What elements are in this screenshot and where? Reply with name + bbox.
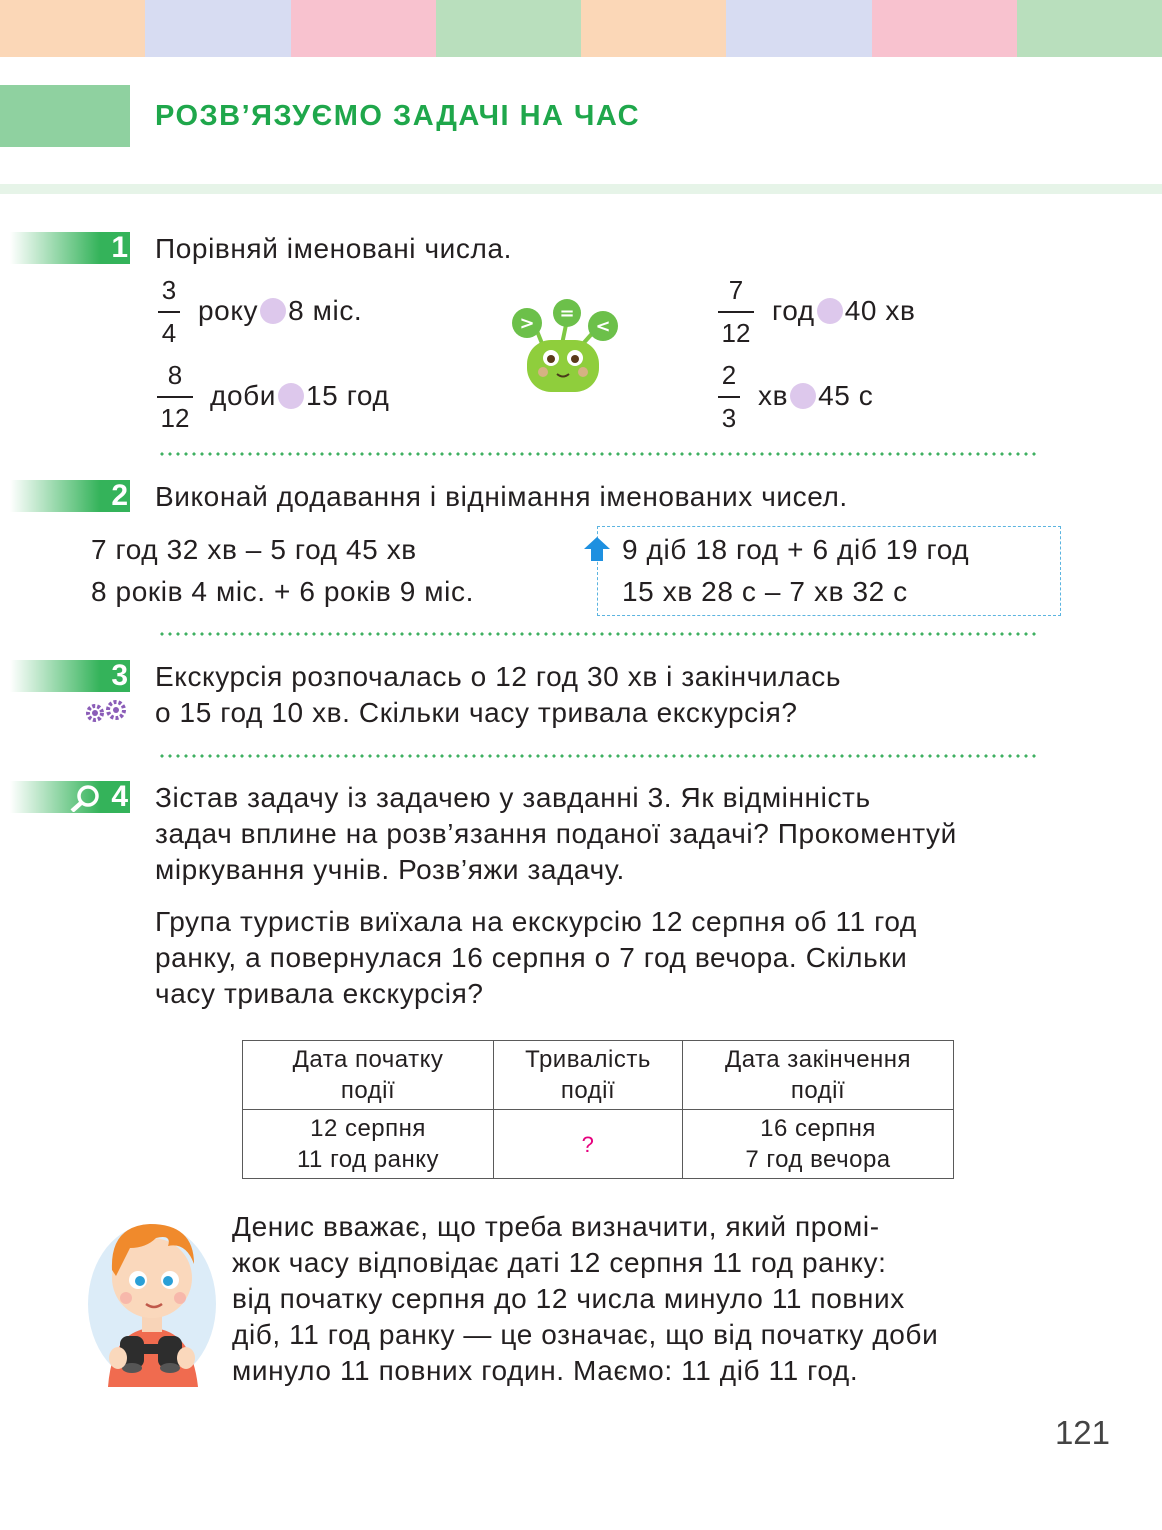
- table-header-row: [243, 1041, 954, 1110]
- expression: 8 років 4 міс. + 6 років 9 міс.: [91, 576, 474, 607]
- rhs-value: 45 с: [818, 380, 874, 411]
- task-2-text: Виконай додавання і віднімання іменованих чисел.: [155, 481, 848, 512]
- section-divider: [158, 754, 1040, 758]
- section-divider: [158, 452, 1040, 456]
- denys-line: діб, 11 год ранку — це означає, що від початку доби: [232, 1319, 939, 1350]
- strip-segment: [436, 0, 581, 57]
- comparison-item: [758, 378, 873, 414]
- strip-segment: [726, 0, 871, 57]
- rhs-value: 8 міс.: [288, 295, 363, 326]
- unit: хв: [758, 380, 789, 411]
- task-3-line: Екскурсія розпочалась о 12 год 30 хв і закінчилась: [155, 661, 842, 692]
- page-title: РОЗВ’ЯЗУЄМО ЗАДАЧІ НА ЧАС: [155, 100, 641, 132]
- denys-line: Денис вважає, що треба визначити, який промі-: [232, 1211, 880, 1242]
- table-cell-unknown: [494, 1110, 683, 1179]
- unit: доби: [210, 380, 276, 411]
- task-3-line: о 15 год 10 хв. Скільки часу тривала екскурсія?: [155, 697, 798, 728]
- svg-text:>: >: [519, 313, 535, 334]
- denominator: 12: [160, 403, 190, 433]
- compare-circle[interactable]: [790, 383, 816, 409]
- compare-circle[interactable]: [260, 298, 286, 324]
- comparison-mascot-icon: [505, 298, 620, 398]
- denys-line: минуло 11 повних годин. Маємо: 11 діб 11 год.: [232, 1355, 859, 1386]
- task-4-number: 4: [111, 780, 128, 813]
- timeline-table: [242, 1040, 954, 1179]
- problem-line: Група туристів виїхала на екскурсію 12 серпня об 11 год: [155, 906, 917, 937]
- task-2-badge: 2: [10, 480, 130, 512]
- numerator: 3: [161, 275, 177, 305]
- strip-segment: [1017, 0, 1162, 57]
- table-header-cell: Дата початку події: [243, 1041, 494, 1110]
- table-cell: 16 серпня 7 год вечора: [683, 1110, 954, 1179]
- task-1-text: Порівняй іменовані числа.: [155, 233, 513, 264]
- table-header-cell: Дата закінчення події: [683, 1041, 954, 1110]
- page-number: 121: [1054, 1414, 1110, 1451]
- table-cell: 12 серпня 11 год ранку: [243, 1110, 494, 1179]
- fraction: [158, 275, 180, 348]
- top-color-strip: [0, 0, 1162, 57]
- magnifier-icon: [68, 784, 104, 812]
- task-4-line: задач вплине на розв’язання поданої задачі? Прокоментуй: [155, 818, 957, 849]
- denys-line: жок часу відповідає даті 12 серпня 11 год ранку:: [232, 1247, 887, 1278]
- comparison-item: [210, 378, 389, 414]
- title-accent-block: [0, 85, 130, 147]
- comparison-item: [772, 293, 916, 329]
- up-arrow-icon: [583, 536, 611, 562]
- strip-segment: [872, 0, 1017, 57]
- expression: 15 хв 28 с – 7 хв 32 с: [622, 576, 908, 607]
- boy-with-binoculars-illustration: [86, 1212, 218, 1387]
- unit: року: [198, 295, 259, 326]
- numerator: 2: [721, 360, 737, 390]
- problem-line: ранку, а повернулася 16 серпня о 7 год вечора. Скільки: [155, 942, 908, 973]
- question-mark: ?: [581, 1131, 595, 1157]
- expression: 9 діб 18 год + 6 діб 19 год: [622, 534, 970, 565]
- task-4-badge: [10, 781, 130, 813]
- table-row: [243, 1110, 954, 1179]
- rhs-value: 40 хв: [844, 295, 916, 326]
- strip-segment: [291, 0, 436, 57]
- task-3-badge: 3: [10, 660, 130, 692]
- task-4-line: Зістав задачу із задачею у завданні 3. Як відмінність: [155, 782, 871, 813]
- svg-text:=: =: [559, 303, 575, 324]
- denominator: 3: [721, 403, 737, 433]
- compare-circle[interactable]: [817, 298, 843, 324]
- numerator: 7: [728, 275, 744, 305]
- compare-circle[interactable]: [278, 383, 304, 409]
- denys-line: від початку серпня до 12 числа минуло 11 повних: [232, 1283, 905, 1314]
- unit: год: [772, 295, 815, 326]
- strip-segment: [0, 0, 145, 57]
- problem-line: часу тривала екскурсія?: [155, 978, 484, 1009]
- comparison-item: [198, 293, 362, 329]
- numerator: 8: [167, 360, 183, 390]
- rhs-value: 15 год: [306, 380, 390, 411]
- fraction: [718, 275, 754, 348]
- gears-icon: [84, 700, 130, 724]
- fraction: [718, 360, 740, 433]
- svg-text:<: <: [595, 316, 611, 337]
- task-4-line: міркування учнів. Розв’яжи задачу.: [155, 854, 625, 885]
- expression: 7 год 32 хв – 5 год 45 хв: [91, 534, 417, 565]
- header-divider: [0, 184, 1162, 194]
- strip-segment: [581, 0, 726, 57]
- denominator: 12: [721, 318, 751, 348]
- denominator: 4: [161, 318, 177, 348]
- strip-segment: [145, 0, 290, 57]
- task-1-badge: 1: [10, 232, 130, 264]
- table-header-cell: Тривалість події: [494, 1041, 683, 1110]
- section-divider: [158, 632, 1040, 636]
- fraction: [157, 360, 193, 433]
